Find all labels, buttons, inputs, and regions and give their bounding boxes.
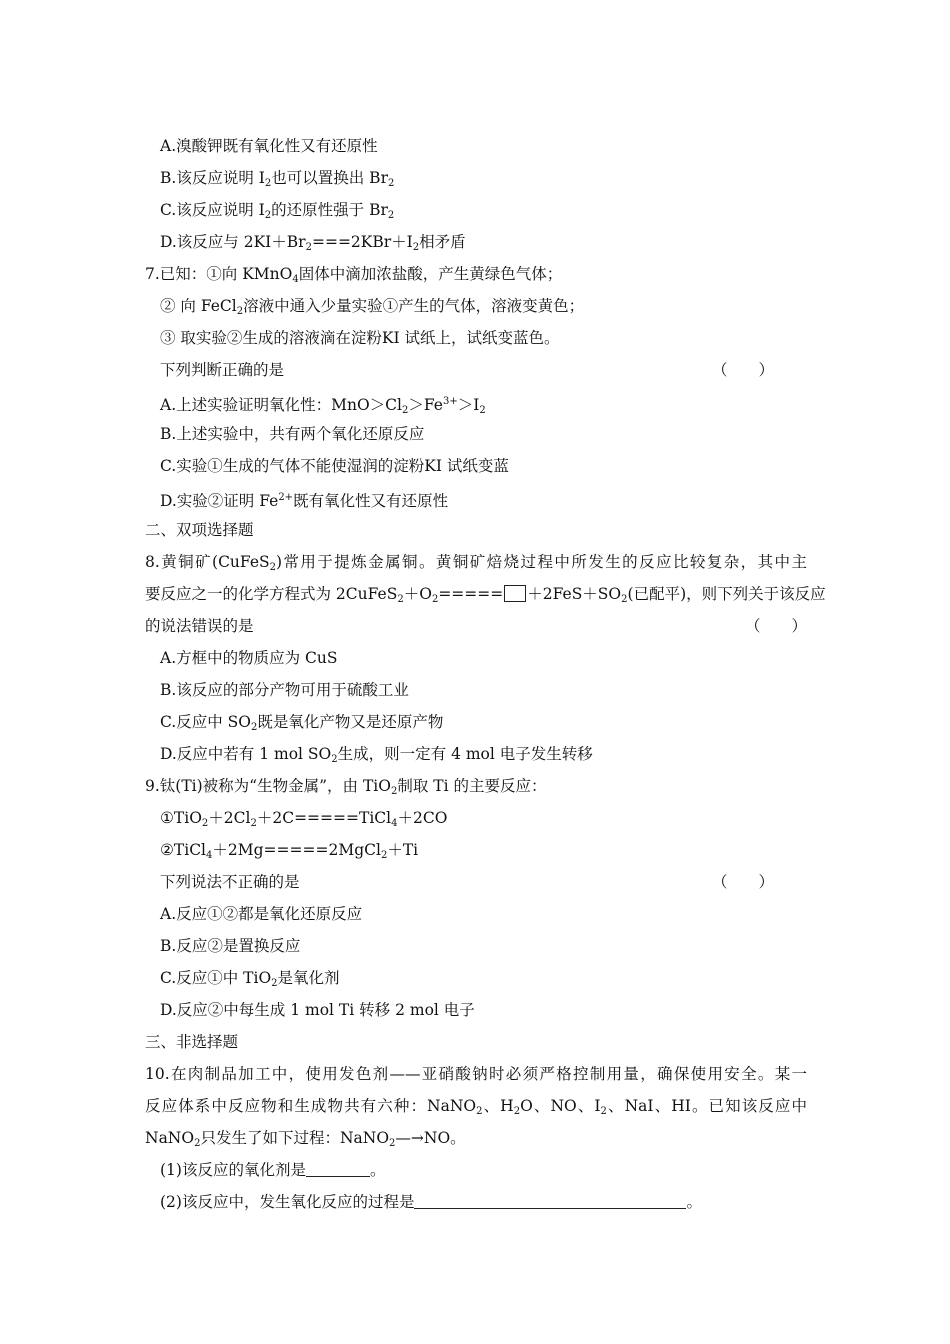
- q8-stem-line-3: 的说法错误的是: [145, 617, 254, 635]
- q9-reaction-2: ②TiCl$_4$＋2Mg=====2MgCl$_2$＋Ti: [160, 841, 419, 861]
- q9-option-a: A.反应①②都是氧化还原反应: [160, 905, 363, 923]
- q10-part-1: (1)该反应的氧化剂是 。: [160, 1161, 386, 1179]
- q7-step-2: ② 向 FeCl$_2$溶液中通入少量实验①产生的气体，溶液变黄色；: [160, 297, 585, 317]
- q9-question: 下列说法不正确的是: [160, 873, 300, 891]
- q7-option-c: C.实验①生成的气体不能使湿润的淀粉KI 试纸变蓝: [160, 457, 509, 475]
- q8-answer-bracket: （ ）: [745, 617, 808, 635]
- q9-option-c: C.反应①中 TiO$_2$是氧化剂: [160, 969, 340, 989]
- q8-option-b: B.该反应的部分产物可用于硫酸工业: [160, 681, 409, 699]
- q8-option-c: C.反应中 $SO_2$既是氧化产物又是还原产物: [160, 713, 444, 733]
- q7-step-3: ③ 取实验②生成的溶液滴在淀粉KI 试纸上，试纸变蓝色。: [160, 329, 560, 347]
- q6-option-c: C.该反应说明 $I_2$的还原性强于 $Br_2$: [160, 201, 395, 221]
- section-heading-3: 三、非选择题: [145, 1033, 239, 1051]
- q7-option-b: B.上述实验中，共有两个氧化还原反应: [160, 425, 425, 443]
- q7-option-d: D.实验②证明 $Fe^{2+}$既有氧化性又有还原性: [160, 492, 449, 510]
- q9-option-d: D.反应②中每生成 1 mol Ti 转移 2 mol 电子: [160, 1001, 475, 1019]
- q9-answer-bracket: （ ）: [712, 873, 775, 891]
- q10-stem-line-2: 反应体系中反应物和生成物共有六种：NaNO$_2$、$H_2O$、NO、$I_2$、NaI、HI。已知该反应中: [145, 1097, 807, 1117]
- q8-stem-line-1: 8.黄铜矿(CuFeS$_2$)常用于提炼金属铜。黄铜矿焙烧过程中所发生的反应比较复杂，其中主: [145, 553, 807, 573]
- q8-option-a: A.方框中的物质应为 CuS: [160, 649, 338, 667]
- q10-stem-line-3: NaNO$_2$只发生了如下过程：NaNO$_2$—→NO。: [145, 1129, 466, 1149]
- q8-stem-line-2: 要反应之一的化学方程式为 $2CuFeS_2+O_2===== +2FeS+SO_2$(已配平)，则下列关于该反应: [145, 585, 826, 605]
- q7-answer-bracket: （ ）: [712, 361, 775, 379]
- blank-box: [504, 585, 526, 602]
- q7-stem: 7.已知：①向 KMnO$_4$固体中滴加浓盐酸，产生黄绿色气体；: [145, 265, 563, 285]
- q7-question: 下列判断正确的是: [160, 361, 285, 379]
- answer-blank[interactable]: [414, 1193, 686, 1209]
- q9-option-b: B.反应②是置换反应: [160, 937, 301, 955]
- section-heading-2: 二、双项选择题: [145, 521, 254, 539]
- q6-option-b: B.该反应说明 $I_2$也可以置换出 $Br_2$: [160, 169, 395, 189]
- q8-option-d: D.反应中若有 1 mol $SO_2$生成，则一定有 4 mol 电子发生转移: [160, 745, 593, 765]
- q10-stem-line-1: 10.在肉制品加工中，使用发色剂——亚硝酸钠时必须严格控制用量，确保使用安全。某一: [145, 1065, 807, 1083]
- q10-part-2: (2)该反应中，发生氧化反应的过程是 。: [160, 1193, 702, 1211]
- q9-stem: 9.钛(Ti)被称为“生物金属”，由 TiO$_2$制取 Ti 的主要反应：: [145, 777, 547, 797]
- answer-blank[interactable]: [306, 1161, 370, 1177]
- q7-option-a: A.上述实验证明氧化性：$MnO>Cl_2>Fe^{3+}>I_2$: [160, 396, 486, 416]
- q6-option-a: A.溴酸钾既有氧化性又有还原性: [160, 137, 378, 155]
- q9-reaction-1: $①TiO_2+2Cl_2+2C=====TiCl_4+2CO$: [160, 809, 448, 829]
- q6-option-d: D.该反应与 $2KI+Br_2===2KBr+I_2$相矛盾: [160, 233, 466, 253]
